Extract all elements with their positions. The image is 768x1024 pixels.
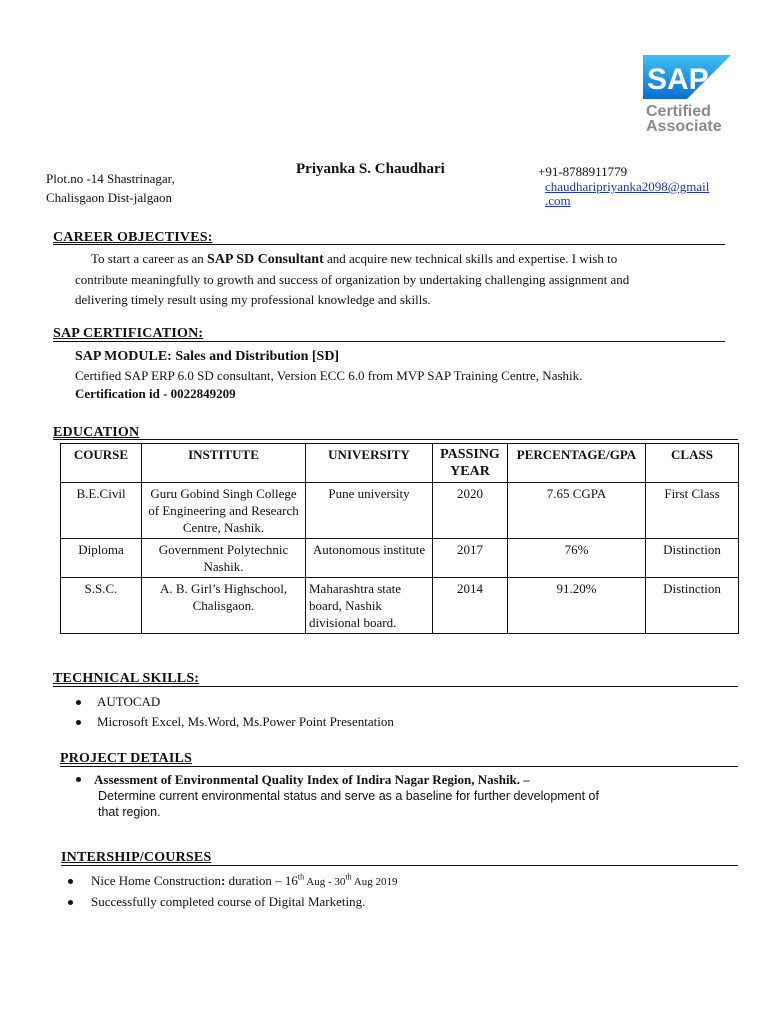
cell-year: 2017 — [433, 539, 508, 578]
bullet-icon — [76, 700, 81, 705]
phone-number: +91-8788911779 — [538, 164, 628, 179]
internship-colon: : — [220, 873, 226, 888]
career-text-post: and acquire new technical skills and expertise. I wish to — [323, 251, 618, 266]
list-item — [68, 871, 397, 892]
cell-score: 7.65 CGPA — [508, 483, 646, 539]
email-line-2: .com — [545, 193, 571, 208]
cell-class: Distinction — [646, 539, 739, 578]
cell-year: 2014 — [433, 578, 508, 634]
logo-line-associate: Associate — [646, 118, 722, 135]
certification-id: Certification id - 0022849209 — [75, 386, 236, 401]
project-details-heading: PROJECT DETAILS — [60, 751, 193, 766]
career-line-2: contribute meaningfully to growth and success of organization by undertaking challenging assignment and — [75, 272, 630, 287]
cell-course: S.S.C. — [61, 578, 142, 634]
bullet-icon — [68, 879, 73, 884]
cell-course: B.E.Civil — [61, 483, 142, 539]
cell-course: Diploma — [61, 539, 142, 578]
project-title: Assessment of Environmental Quality Index of Indira Nagar Region, Nashik. – — [94, 772, 530, 787]
certified-associate-text — [646, 104, 722, 134]
project-desc-line-1: Determine current environmental status and serve as a baseline for further development of — [98, 789, 599, 803]
bullet-icon — [68, 900, 73, 905]
internship-duration: duration – 16 — [225, 873, 298, 888]
career-line-3: delivering timely result using my professional knowledge and skills. — [75, 292, 431, 307]
technical-skills-heading: TECHNICAL SKILLS: — [53, 671, 200, 686]
candidate-name: Priyanka S. Chaudhari — [296, 161, 445, 177]
career-rule — [53, 244, 725, 245]
cell-institute: A. B. Girl’s Highschool, Chalisgaon. — [142, 578, 306, 634]
internship-heading: INTERSHIP/COURSES — [61, 850, 212, 865]
career-objective-text — [75, 249, 735, 310]
cell-score: 76% — [508, 539, 646, 578]
superscript-th: th — [345, 872, 352, 882]
certification-rule — [53, 341, 725, 342]
logo-line-certified: Certified — [646, 103, 711, 120]
list-item — [76, 712, 394, 732]
skill-item: Microsoft Excel, Ms.Word, Ms.Power Point Presentation — [97, 714, 394, 729]
education-rule — [53, 439, 738, 440]
project-block — [76, 771, 599, 820]
sap-certification-heading: SAP CERTIFICATION: — [53, 326, 204, 341]
cell-class: First Class — [646, 483, 739, 539]
project-rule — [60, 766, 738, 767]
career-objectives-heading: CAREER OBJECTIVES: — [53, 230, 213, 245]
internship-end: Aug 2019 — [351, 876, 398, 888]
cell-year: 2020 — [433, 483, 508, 539]
course-item: Successfully completed course of Digital Marketing. — [91, 894, 366, 909]
address-line-2: Chalisgaon Dist-jalgaon — [46, 190, 173, 205]
career-text-pre: To start a career as an — [91, 251, 208, 266]
email-line-1: chaudharipriyanka2098@gmail — [545, 179, 710, 194]
project-description — [76, 788, 599, 820]
project-desc-line-2: that region. — [98, 805, 161, 819]
cell-university: Autonomous institute — [306, 539, 433, 578]
skills-rule — [53, 686, 738, 687]
list-item — [76, 692, 394, 712]
internship-company: Nice Home Construction — [91, 873, 221, 888]
cell-score: 91.20% — [508, 578, 646, 634]
sap-logo-icon — [643, 55, 731, 99]
bullet-icon — [76, 777, 81, 782]
table-header-row — [61, 444, 739, 483]
internship-mid: Aug - 30 — [304, 876, 346, 888]
address-line-1: Plot.no -14 Shastrinagar, — [46, 171, 175, 186]
col-passing-year: PASSING YEAR — [433, 444, 508, 483]
table-row — [61, 483, 739, 539]
education-table — [60, 443, 739, 634]
col-course: COURSE — [61, 444, 142, 483]
contact-block — [538, 163, 709, 208]
cell-institute: Government Polytechnic Nashik. — [142, 539, 306, 578]
internship-rule — [61, 865, 738, 866]
cell-institute: Guru Gobind Singh College of Engineering and Research Centre, Nashik. — [142, 483, 306, 539]
address-block — [46, 170, 175, 206]
col-university: UNIVERSITY — [306, 444, 433, 483]
skills-list — [76, 692, 394, 732]
certification-desc: Certified SAP ERP 6.0 SD consultant, Version ECC 6.0 from MVP SAP Training Centre, Nashik. — [75, 368, 583, 383]
education-heading: EDUCATION — [53, 425, 140, 440]
list-item — [68, 892, 397, 912]
cell-university: Pune university — [306, 483, 433, 539]
skill-item: AUTOCAD — [97, 694, 161, 709]
career-role-bold: SAP SD Consultant — [207, 252, 324, 267]
superscript-th: th — [297, 872, 305, 882]
cell-class: Distinction — [646, 578, 739, 634]
sap-module: SAP MODULE: Sales and Distribution [SD] — [75, 349, 340, 364]
table-row — [61, 578, 739, 634]
list-item — [76, 771, 599, 788]
bullet-icon — [76, 720, 81, 725]
email-link[interactable] — [545, 180, 709, 208]
col-institute: INSTITUTE — [142, 444, 306, 483]
certification-block — [75, 348, 582, 402]
col-class: CLASS — [646, 444, 739, 483]
cell-university: Maharashtra state board, Nashik divisional board. — [306, 578, 433, 634]
registered-mark: ® — [711, 88, 717, 95]
col-percentage: PERCENTAGE/GPA — [508, 444, 646, 483]
table-row — [61, 539, 739, 578]
sap-brand-text: SAP — [647, 63, 709, 96]
internship-list — [68, 871, 397, 912]
